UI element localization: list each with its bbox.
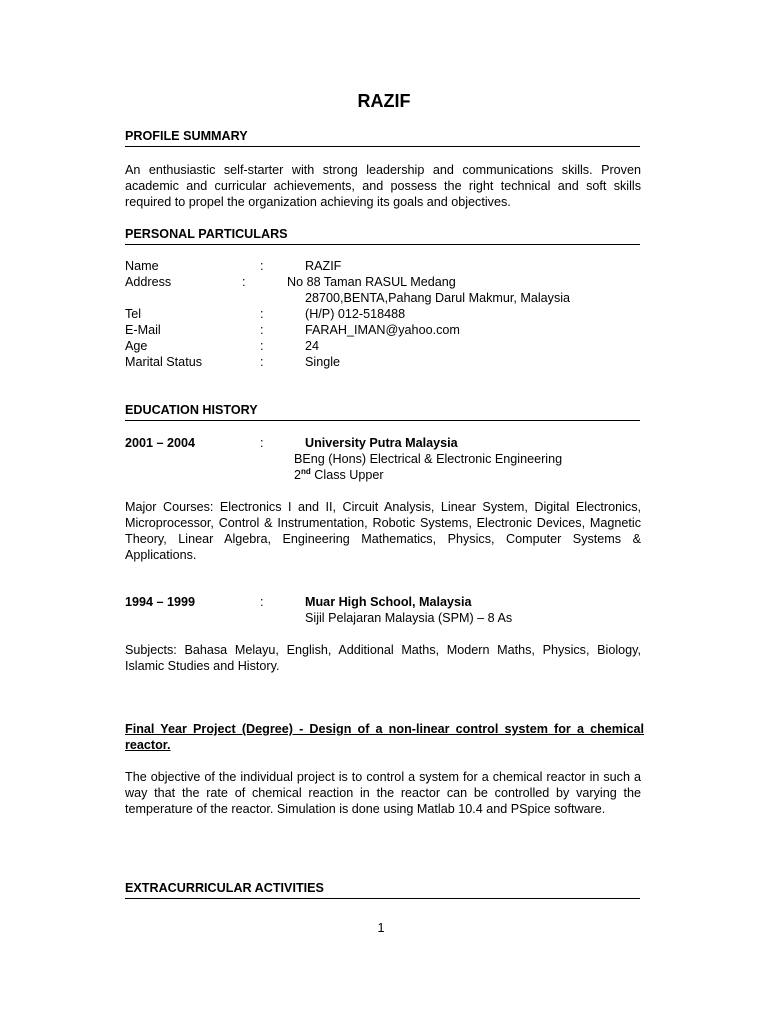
field-colon: : xyxy=(260,307,264,321)
field-value: FARAH_IMAN@yahoo.com xyxy=(305,323,460,337)
field-value: 24 xyxy=(305,339,320,353)
field-label: Marital Status xyxy=(125,355,202,369)
education-class xyxy=(294,467,384,483)
field-colon: : xyxy=(260,259,264,273)
personal-row-marital-status xyxy=(125,354,641,370)
candidate-name: RAZIF xyxy=(357,91,411,111)
final-year-project-title: Final Year Project (Degree) - Design of a non-linear control system for a chemical reactor. xyxy=(125,722,644,752)
class-number: 2 xyxy=(294,468,302,482)
personal-row-name xyxy=(125,258,641,274)
personal-row-email xyxy=(125,322,641,338)
education-subjects: Subjects: Bahasa Melayu, English, Additional Maths, Modern Maths, Physics, Biology, Islamic Studies and History. xyxy=(125,643,641,673)
final-year-project-description: The objective of the individual project is to control a system for a chemical reactor in such a way that the rate of chemical reaction in the reactor can be controlled by varying the temperature of the reactor. Simulation is done using Matlab 10.4 and PSpice software. xyxy=(125,770,641,816)
education-years: 1994 – 1999 xyxy=(125,595,196,609)
field-value: RAZIF xyxy=(305,259,342,273)
education-major-courses: Major Courses: Electronics I and II, Circuit Analysis, Linear System, Digital Electronics, Microprocessor, Control & Instrumentation, Robotic Systems, Electronic Devices, Magnetic Theory, Linear Algebra, Engineering Mathematics, Physics, Computer Systems & Applications. xyxy=(125,500,641,562)
field-colon: : xyxy=(260,323,264,337)
field-label: Address xyxy=(125,275,172,289)
education-institution: Muar High School, Malaysia xyxy=(305,595,472,609)
extracurricular-heading: EXTRACURRICULAR ACTIVITIES xyxy=(125,880,640,899)
education-history-heading: EDUCATION HISTORY xyxy=(125,402,640,421)
field-label: Tel xyxy=(125,307,142,321)
profile-summary-heading: PROFILE SUMMARY xyxy=(125,128,640,147)
field-colon: : xyxy=(242,275,246,289)
profile-summary-text: An enthusiastic self-starter with strong leadership and communications skills. Proven academic and curricular achievements, and possess the right technical and soft skills required to propel the organization achieving its goals and objectives. xyxy=(125,163,641,209)
personal-row-age xyxy=(125,338,641,354)
personal-row-address xyxy=(125,274,641,290)
field-colon: : xyxy=(260,355,264,369)
education-institution: University Putra Malaysia xyxy=(305,436,458,450)
education-years: 2001 – 2004 xyxy=(125,436,196,450)
class-text: Class Upper xyxy=(310,468,384,482)
education-colon: : xyxy=(260,595,264,609)
personal-row-address-line2 xyxy=(125,290,641,306)
field-colon: : xyxy=(260,339,264,353)
education-degree: BEng (Hons) Electrical & Electronic Engineering xyxy=(294,452,563,466)
field-label: E-Mail xyxy=(125,323,161,337)
field-value: No 88 Taman RASUL Medang xyxy=(287,275,456,289)
class-ordinal: nd xyxy=(301,467,311,476)
personal-row-tel xyxy=(125,306,641,322)
field-label: Age xyxy=(125,339,148,353)
page-number: 1 xyxy=(377,921,385,935)
field-value: (H/P) 012-518488 xyxy=(305,307,406,321)
education-colon: : xyxy=(260,436,264,450)
field-label: Name xyxy=(125,259,159,273)
field-value: Single xyxy=(305,355,341,369)
personal-particulars-heading: PERSONAL PARTICULARS xyxy=(125,226,640,245)
field-value: 28700,BENTA,Pahang Darul Makmur, Malaysia xyxy=(305,291,571,305)
education-qualification: Sijil Pelajaran Malaysia (SPM) – 8 As xyxy=(305,611,513,625)
